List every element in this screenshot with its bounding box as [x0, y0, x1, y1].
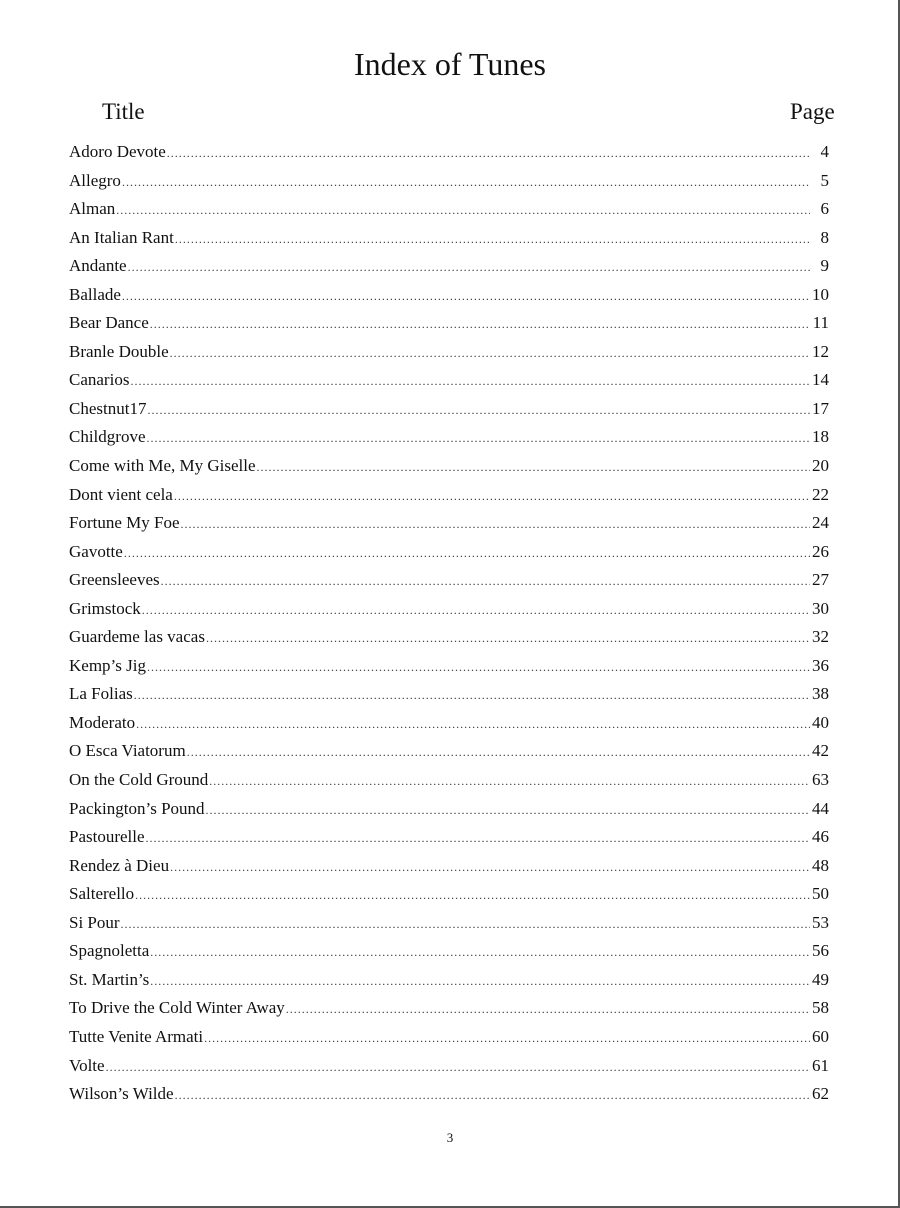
toc-entry-page: 10 [812, 284, 829, 304]
toc-entry-page: 9 [820, 256, 829, 276]
toc-entry [69, 395, 829, 424]
toc-entry [69, 481, 829, 510]
toc-entry-page: 27 [812, 570, 829, 590]
toc-entry-page: 38 [812, 684, 829, 704]
toc-entry-page: 61 [812, 1055, 829, 1075]
toc-entry [69, 538, 829, 567]
dot-leader [150, 310, 810, 339]
toc-entry-title: Gavotte [69, 541, 123, 561]
toc-entry-page: 12 [812, 341, 829, 361]
toc-entry-page: 24 [812, 513, 829, 533]
toc-entry-page: 40 [812, 712, 829, 732]
dot-leader [116, 196, 810, 225]
toc-entry [69, 1080, 829, 1109]
toc-entry [69, 937, 829, 966]
toc-entry-page: 36 [812, 655, 829, 675]
dot-leader [122, 168, 810, 197]
dot-leader [204, 1024, 810, 1053]
dot-leader [170, 339, 810, 368]
toc-entry-title: Moderato [69, 712, 136, 732]
dot-leader [175, 225, 810, 254]
toc-entry-title: Come with Me, My Giselle [69, 456, 256, 476]
toc-entry-page: 48 [812, 855, 829, 875]
dot-leader [147, 424, 811, 453]
toc-entry-page: 26 [812, 541, 829, 561]
toc-entry-page: 62 [812, 1084, 829, 1104]
dot-leader [170, 853, 810, 882]
dot-leader [147, 653, 810, 682]
toc-entry-title: Childgrove [69, 427, 146, 447]
toc-entry-title: Pastourelle [69, 827, 145, 847]
toc-entry [69, 880, 829, 909]
dot-leader [161, 567, 810, 596]
toc-entry [69, 566, 829, 595]
toc-entry-title: Rendez à Dieu [69, 855, 170, 875]
toc-entry [69, 1052, 829, 1081]
toc-entry-page: 18 [812, 427, 829, 447]
toc-entry [69, 224, 829, 253]
toc-entry-page: 42 [812, 741, 829, 761]
toc-entry-page: 49 [812, 969, 829, 989]
toc-entry-title: Kemp’s Jig [69, 655, 146, 675]
toc-entry-page: 58 [812, 998, 829, 1018]
toc-entry [69, 338, 829, 367]
toc-entry [69, 795, 829, 824]
dot-leader [146, 824, 810, 853]
dot-leader [187, 738, 810, 767]
dot-leader [150, 967, 810, 996]
toc-entry [69, 823, 829, 852]
toc-entry [69, 281, 829, 310]
toc-list [69, 138, 829, 1109]
toc-entry-title: Si Pour [69, 912, 120, 932]
toc-entry-title: Adoro Devote [69, 142, 166, 161]
toc-entry [69, 309, 829, 338]
toc-entry [69, 167, 829, 196]
dot-leader [106, 1053, 810, 1082]
dot-leader [121, 910, 810, 939]
toc-entry-title: Volte [69, 1055, 105, 1075]
toc-entry [69, 452, 829, 481]
dot-leader [286, 995, 810, 1024]
toc-entry [69, 709, 829, 738]
toc-entry-page: 44 [812, 798, 829, 818]
column-header-page: Page [790, 99, 835, 124]
dot-leader [206, 796, 810, 825]
toc-entry-page: 4 [820, 142, 829, 161]
toc-entry [69, 852, 829, 881]
dot-leader [136, 710, 810, 739]
toc-entry-title: Fortune My Foe [69, 513, 180, 533]
dot-leader [175, 1081, 810, 1110]
toc-entry-title: Dont vient cela [69, 484, 173, 504]
toc-entry-title: Allegro [69, 170, 121, 190]
toc-entry-title: Bear Dance [69, 313, 149, 333]
dot-leader [128, 253, 810, 282]
toc-entry [69, 737, 829, 766]
toc-entry-page: 46 [812, 827, 829, 847]
toc-entry-page: 56 [812, 941, 829, 961]
toc-entry-title: Guardeme las vacas [69, 627, 205, 647]
toc-entry [69, 652, 829, 681]
dot-leader [130, 367, 810, 396]
toc-entry-page: 6 [820, 199, 829, 219]
dot-leader [142, 596, 810, 625]
toc-entry [69, 366, 829, 395]
dot-leader [206, 624, 810, 653]
dot-leader [135, 881, 810, 910]
toc-entry [69, 966, 829, 995]
toc-entry [69, 138, 829, 167]
toc-entry [69, 909, 829, 938]
toc-entry-title: Packington’s Pound [69, 798, 205, 818]
toc-entry-title: Branle Double [69, 341, 169, 361]
toc-entry [69, 509, 829, 538]
dot-leader [134, 681, 810, 710]
toc-entry-page: 53 [812, 912, 829, 932]
toc-entry [69, 680, 829, 709]
toc-entry-page: 60 [812, 1026, 829, 1046]
toc-entry-page: 50 [812, 884, 829, 904]
toc-entry [69, 623, 829, 652]
toc-entry-title: Wilson’s Wilde [69, 1084, 174, 1104]
toc-entry [69, 994, 829, 1023]
toc-entry-title: O Esca Viatorum [69, 741, 186, 761]
toc-entry-title: To Drive the Cold Winter Away [69, 998, 285, 1018]
toc-entry-title: Salterello [69, 884, 135, 904]
toc-entry [69, 1023, 829, 1052]
toc-entry-title: Greensleeves [69, 570, 160, 590]
toc-entry-title: An Italian Rant [69, 227, 174, 247]
toc-entry-title: St. Martin’s [69, 969, 150, 989]
toc-entry-title: Chestnut17 [69, 398, 147, 418]
toc-entry-page: 5 [820, 170, 829, 190]
toc-entry [69, 195, 829, 224]
toc-entry-title: La Folias [69, 684, 133, 704]
page-title: Index of Tunes [353, 46, 546, 82]
dot-leader [174, 482, 810, 511]
column-header-title: Title [102, 99, 145, 124]
toc-entry-title: Grimstock [69, 598, 141, 618]
dot-leader [150, 938, 810, 967]
dot-leader [124, 539, 810, 568]
toc-entry [69, 252, 829, 281]
dot-leader [181, 510, 811, 539]
toc-entry-title: Spagnoletta [69, 941, 150, 961]
toc-entry [69, 766, 829, 795]
toc-entry-page: 20 [812, 456, 829, 476]
dot-leader [167, 139, 810, 168]
dot-leader [122, 282, 810, 311]
toc-entry-title: Canarios [69, 370, 130, 390]
toc-entry-page: 11 [812, 313, 829, 333]
toc-entry-page: 32 [812, 627, 829, 647]
toc-entry [69, 423, 829, 452]
toc-entry-page: 22 [812, 484, 829, 504]
toc-entry-page: 63 [812, 770, 829, 790]
toc-entry [69, 595, 829, 624]
toc-entry-title: Andante [69, 256, 127, 276]
toc-entry-title: Ballade [69, 284, 121, 304]
toc-entry-title: On the Cold Ground [69, 770, 209, 790]
toc-entry-page: 14 [812, 370, 829, 390]
toc-entry-title: Tutte Venite Armati [69, 1026, 204, 1046]
dot-leader [147, 396, 810, 425]
toc-entry-page: 30 [812, 598, 829, 618]
toc-entry-title: Alman [69, 199, 116, 219]
toc-entry-page: 17 [812, 398, 829, 418]
page-number: 3 [446, 1130, 454, 1145]
dot-leader [257, 453, 810, 482]
toc-entry-page: 8 [820, 227, 829, 247]
dot-leader [209, 767, 810, 796]
